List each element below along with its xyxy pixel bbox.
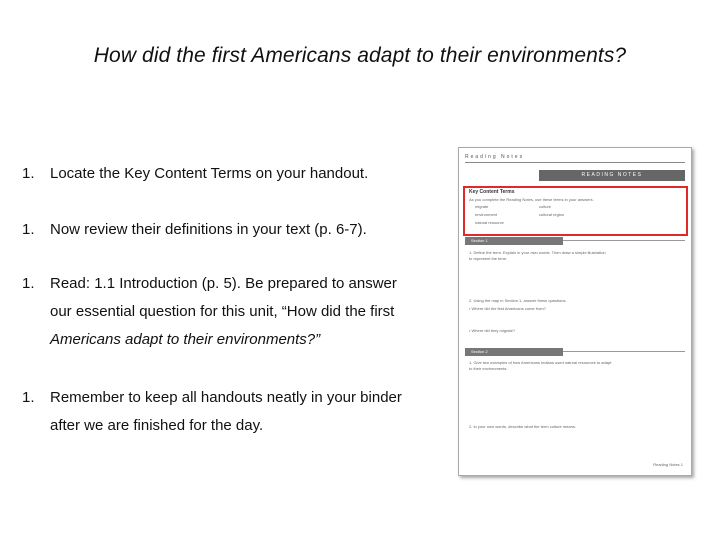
item-number: 1. [22, 221, 35, 238]
key-terms-title: Key Content Terms [469, 189, 515, 195]
list-item [22, 160, 368, 188]
item-number: 1. [22, 389, 35, 406]
item-text: Now review their definitions in your text (p. 6-7). [50, 221, 367, 238]
item-number: 1. [22, 275, 35, 292]
item-number: 1. [22, 165, 35, 182]
question-text: • Where did they migrate? [469, 328, 516, 333]
item-text: Locate the Key Content Terms on your handout. [50, 165, 369, 182]
question-text: 1. Define the term. Explain in your own words. Then draw a simple illustration [469, 250, 606, 255]
handout-header: Reading Notes [465, 154, 525, 160]
item-text-line: Americans adapt to their environments?” [50, 331, 321, 348]
handout-divider [465, 162, 685, 163]
question-text: 1. Give two examples of how Americans Indians used natural resources to adapt [469, 360, 612, 365]
item-text-line: Remember to keep all handouts neatly in your binder [50, 389, 402, 406]
page-title: How did the first Americans adapt to their environments? [93, 44, 627, 67]
question-text: 2. Using the map in Section 1, answer these questions. [469, 298, 567, 303]
handout-thumbnail [458, 147, 692, 476]
key-term: cultural region [539, 212, 565, 217]
key-term: natural resource [475, 220, 504, 225]
item-text-block [50, 270, 397, 354]
section-1-bar: Section 1 [465, 237, 563, 245]
handout-footer: Reading Notes 1 [653, 462, 683, 467]
key-term: culture [539, 204, 552, 209]
list-item [22, 384, 402, 440]
key-terms-intro: As you complete the Reading Notes, use these terms in your answers. [469, 197, 594, 202]
item-text-line: Read: 1.1 Introduction (p. 5). Be prepared to answer [50, 275, 397, 292]
section-2-bar: Section 2 [465, 348, 563, 356]
question-text: to their environments. [469, 366, 508, 371]
item-text-block [50, 384, 402, 440]
item-text-line: our essential question for this unit, “How did the first [50, 303, 395, 320]
item-text-line: after we are finished for the day. [50, 417, 264, 434]
key-term: migrate [475, 204, 489, 209]
key-term: environment [475, 212, 498, 217]
list-item [22, 216, 367, 244]
list-item [22, 270, 397, 354]
question-text: to represent the term. [469, 256, 508, 261]
question-text: • Where did the first Americans come from? [469, 306, 546, 311]
question-text: 2. In your own words, describe what the term culture means. [469, 424, 576, 429]
handout-title-bar: READING NOTES [539, 170, 685, 181]
